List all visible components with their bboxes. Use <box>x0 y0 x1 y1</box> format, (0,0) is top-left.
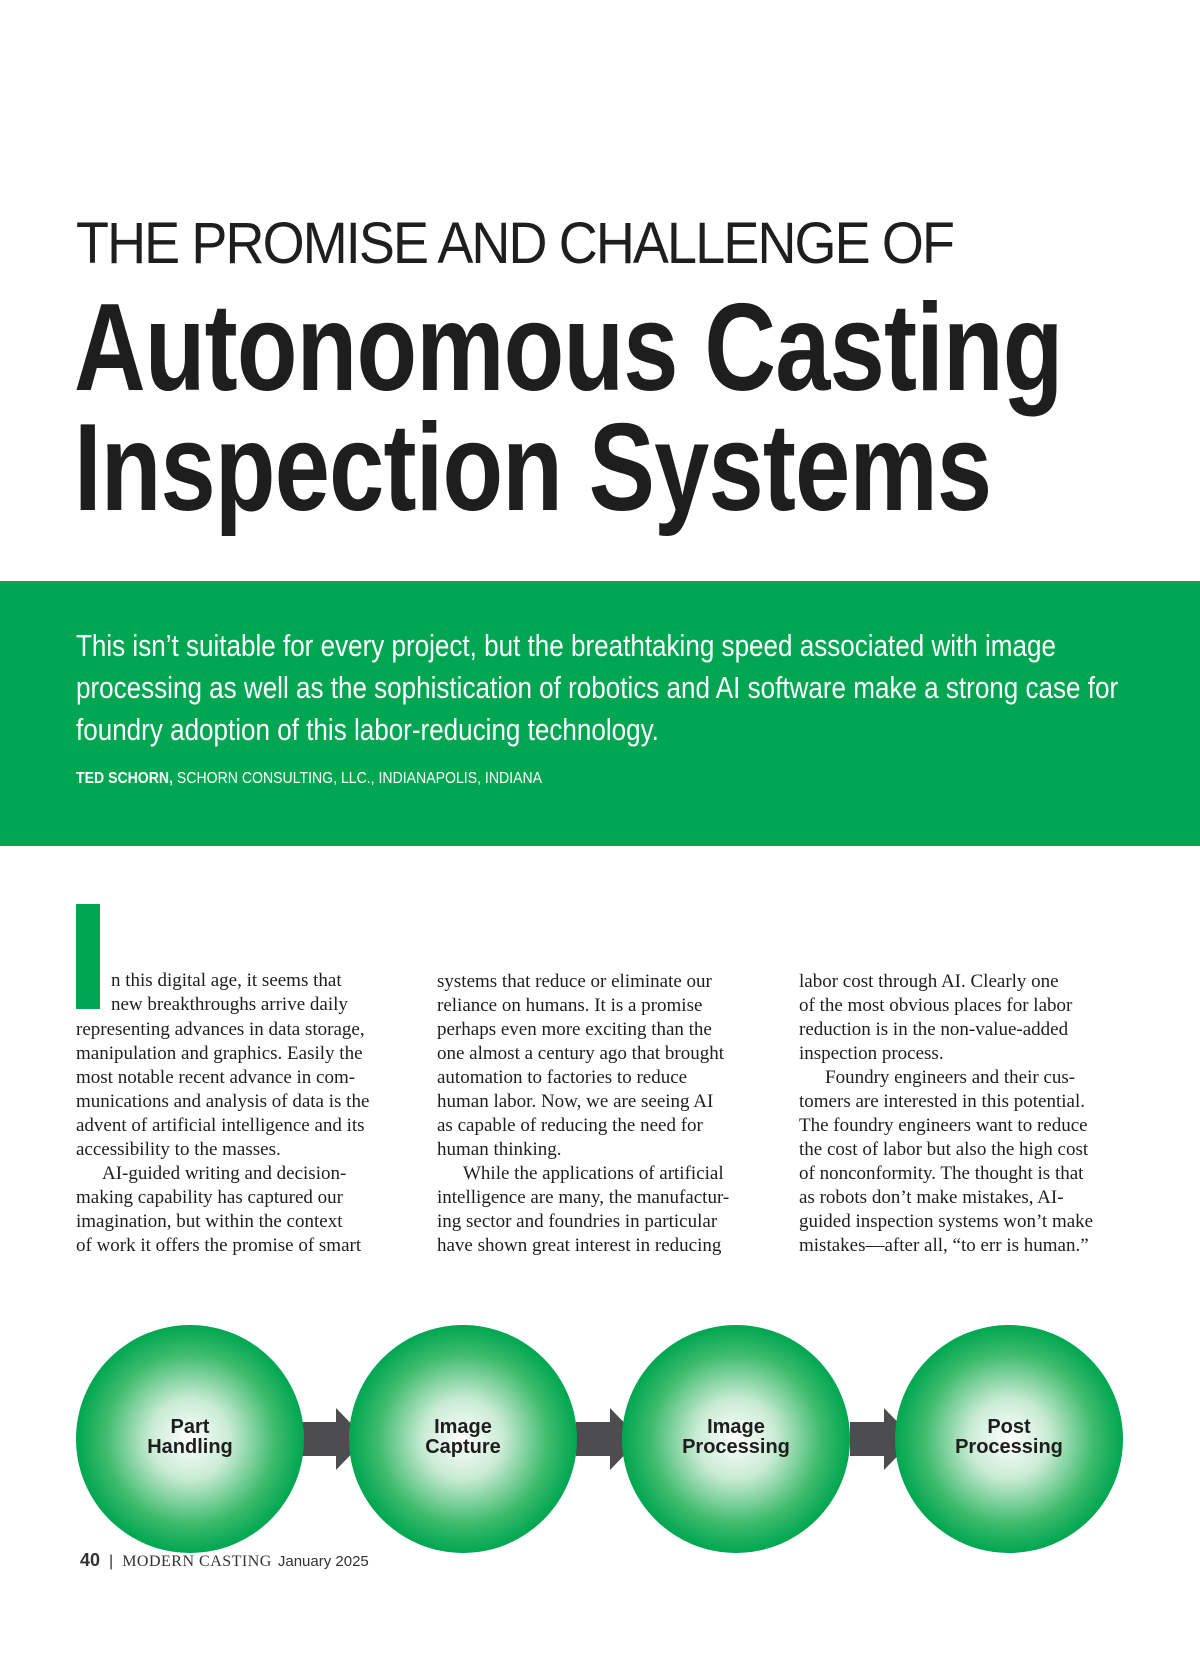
body-line: have shown great interest in reducing <box>437 1235 722 1256</box>
step-label-line-2: Processing <box>682 1436 790 1458</box>
body-line: systems that reduce or eliminate our <box>437 971 712 992</box>
step-label-line-2: Capture <box>425 1436 501 1458</box>
body-line: manipulation and graphics. Easily the <box>76 1043 363 1064</box>
body-line: automation to factories to reduce <box>437 1067 688 1088</box>
step-label-line-1: Post <box>987 1416 1031 1438</box>
body-line: guided inspection systems won’t make <box>799 1211 1094 1232</box>
page-number: 40 <box>80 1550 101 1570</box>
body-line: most notable recent advance in com- <box>76 1067 356 1088</box>
flow-step-image-processing <box>622 1325 850 1553</box>
body-line: imagination, but within the context <box>76 1211 343 1232</box>
byline <box>76 770 542 788</box>
flow-step-part-handling <box>76 1325 304 1553</box>
magazine-name: MODERN CASTING <box>122 1553 272 1570</box>
body-line: as capable of reducing the need for <box>437 1115 703 1136</box>
body-line: the cost of labor but also the high cost <box>799 1139 1089 1160</box>
body-line: of nonconformity. The thought is that <box>799 1163 1084 1184</box>
body-line: one almost a century ago that brought <box>437 1043 725 1064</box>
author-name: TED SCHORN, <box>76 770 174 787</box>
body-line: advent of artificial intelligence and its <box>76 1115 365 1136</box>
article-deck: This isn’t suitable for every project, but the breathtaking speed associated with image processing as well as the sophistication of robotics and AI software make a strong case for foundry adoption of this labor-reducing technology. <box>76 628 1119 747</box>
flow-step-image-capture <box>349 1325 577 1553</box>
article-overtitle: THE PROMISE AND CHALLENGE OF <box>76 211 954 276</box>
step-label-line-2: Handling <box>147 1436 233 1458</box>
title-line-2: Inspection Systems <box>74 399 992 537</box>
body-line: inspection process. <box>799 1043 944 1064</box>
process-flow-diagram <box>0 1300 1200 1580</box>
title-line-1: Autonomous Casting <box>74 279 1063 417</box>
flow-step-post-processing <box>895 1325 1123 1553</box>
body-line: ing sector and foundries in particular <box>437 1211 718 1232</box>
body-line: reliance on humans. It is a promise <box>437 995 703 1016</box>
body-column-1 <box>76 1018 386 1258</box>
body-line: munications and analysis of data is the <box>76 1091 370 1112</box>
body-line: While the applications of artificial <box>463 1163 724 1184</box>
step-label-line-1: Image <box>434 1416 492 1438</box>
step-label-line-1: Part <box>170 1416 210 1438</box>
body-line: Foundry engineers and their cus- <box>825 1067 1076 1088</box>
body-line: making capability has captured our <box>76 1187 343 1208</box>
step-label-line-1: Image <box>707 1416 765 1438</box>
body-line: human labor. Now, we are seeing AI <box>437 1091 714 1112</box>
body-line: tomers are interested in this potential. <box>799 1091 1085 1112</box>
body-line: labor cost through AI. Clearly one <box>799 971 1059 992</box>
body-column-2 <box>437 970 747 1258</box>
page-footer <box>80 1550 369 1571</box>
body-column-3 <box>799 970 1109 1258</box>
body-line: perhaps even more exciting than the <box>437 1019 712 1040</box>
dropcap-line-2: new breakthroughs arrive daily <box>111 994 348 1015</box>
article-title <box>74 279 1063 537</box>
body-line: The foundry engineers want to reduce <box>799 1115 1088 1136</box>
body-line: representing advances in data storage, <box>76 1019 365 1040</box>
step-label-line-2: Processing <box>955 1436 1063 1458</box>
footer-separator: | <box>109 1553 114 1570</box>
body-line: intelligence are many, the manufactur- <box>437 1187 730 1208</box>
body-line: human thinking. <box>437 1139 562 1160</box>
body-line: accessibility to the masses. <box>76 1139 281 1160</box>
body-line: reduction is in the non-value-added <box>799 1019 1069 1040</box>
author-affiliation: SCHORN CONSULTING, LLC., INDIANAPOLIS, INDIANA <box>176 770 543 787</box>
issue-date: January 2025 <box>277 1553 369 1570</box>
dropcap-line-1: n this digital age, it seems that <box>111 970 342 991</box>
body-line: as robots don’t make mistakes, AI- <box>799 1187 1064 1208</box>
body-line: AI-guided writing and decision- <box>102 1163 347 1184</box>
drop-cap <box>76 904 100 1009</box>
body-line: mistakes—after all, “to err is human.” <box>799 1235 1089 1256</box>
body-line: of work it offers the promise of smart <box>76 1235 362 1256</box>
body-line: of the most obvious places for labor <box>799 995 1073 1016</box>
